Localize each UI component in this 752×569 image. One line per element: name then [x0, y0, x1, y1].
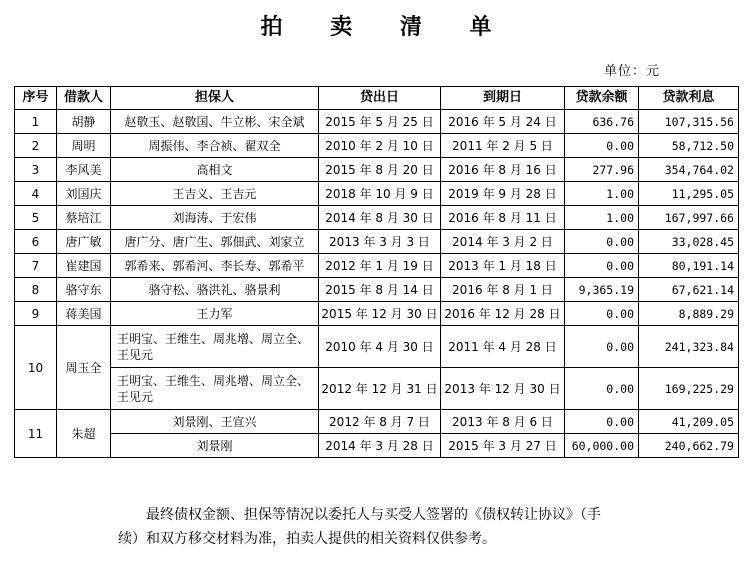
cell-borrower: 蒋美国 — [57, 302, 111, 326]
table-row — [15, 368, 739, 410]
footnote-line-1: 最终债权金额、担保等情况以委托人与买受人签署的《债权转让协议》（手 — [146, 507, 601, 523]
footnote-line-2: 续）和双方移交材料为准，拍卖人提供的相关资料仅供参考。 — [118, 531, 496, 547]
cell-end-date: 2013 年 12 月 30 日 — [441, 368, 565, 410]
cell-end-date: 2016 年 5 月 24 日 — [441, 110, 565, 134]
cell-end-date: 2016 年 8 月 11 日 — [441, 206, 565, 230]
cell-start-date: 2015 年 8 月 20 日 — [319, 158, 441, 182]
cell-borrower: 唐广敏 — [57, 230, 111, 254]
cell-guarantor: 骆守松、骆洪礼、骆景利 — [111, 278, 319, 302]
cell-start-date: 2012 年 8 月 7 日 — [319, 410, 441, 434]
cell-guarantor: 王吉义、王吉元 — [111, 182, 319, 206]
cell-guarantor: 刘海涛、于宏伟 — [111, 206, 319, 230]
cell-balance: 0.00 — [565, 302, 639, 326]
cell-start-date: 2012 年 1 月 19 日 — [319, 254, 441, 278]
header-start-date: 贷出日 — [319, 87, 441, 110]
cell-guarantor: 高相文 — [111, 158, 319, 182]
cell-guarantor: 唐广分、唐广生、郭佃武、刘家立 — [111, 230, 319, 254]
table-row — [15, 410, 739, 434]
cell-guarantor: 赵敬玉、赵敬国、牛立彬、宋全斌 — [111, 110, 319, 134]
table-row — [15, 206, 739, 230]
cell-interest: 33,028.45 — [639, 230, 739, 254]
cell-start-date: 2010 年 4 月 30 日 — [319, 326, 441, 368]
cell-no: 2 — [15, 134, 57, 158]
cell-balance: 9,365.19 — [565, 278, 639, 302]
cell-end-date: 2014 年 3 月 2 日 — [441, 230, 565, 254]
cell-start-date: 2015 年 5 月 25 日 — [319, 110, 441, 134]
cell-borrower: 崔建国 — [57, 254, 111, 278]
cell-end-date: 2013 年 1 月 18 日 — [441, 254, 565, 278]
cell-balance: 0.00 — [565, 368, 639, 410]
cell-balance: 277.96 — [565, 158, 639, 182]
table-row — [15, 302, 739, 326]
cell-guarantor: 刘景刚、王宣兴 — [111, 410, 319, 434]
cell-interest: 240,662.79 — [639, 434, 739, 458]
cell-no: 3 — [15, 158, 57, 182]
header-interest: 贷款利息 — [639, 87, 739, 110]
table-row — [15, 182, 739, 206]
cell-interest: 67,621.14 — [639, 278, 739, 302]
cell-balance: 0.00 — [565, 134, 639, 158]
unit-label: 单位：元 — [603, 64, 660, 79]
auction-table — [14, 86, 739, 458]
cell-guarantor: 周振伟、李合祯、翟双全 — [111, 134, 319, 158]
cell-guarantor: 郭希来、郭希河、李长寿、郭希平 — [111, 254, 319, 278]
cell-no: 5 — [15, 206, 57, 230]
header-guarantor: 担保人 — [111, 87, 319, 110]
cell-end-date: 2015 年 3 月 27 日 — [441, 434, 565, 458]
cell-balance: 1.00 — [565, 206, 639, 230]
table-row — [15, 278, 739, 302]
cell-balance: 0.00 — [565, 410, 639, 434]
cell-start-date: 2014 年 8 月 30 日 — [319, 206, 441, 230]
cell-start-date: 2015 年 12 月 30 日 — [319, 302, 441, 326]
cell-no: 9 — [15, 302, 57, 326]
cell-guarantor: 王力军 — [111, 302, 319, 326]
cell-balance: 0.00 — [565, 326, 639, 368]
table-row — [15, 134, 739, 158]
table-row — [15, 158, 739, 182]
cell-end-date: 2016 年 8 月 1 日 — [441, 278, 565, 302]
cell-interest: 167,997.66 — [639, 206, 739, 230]
cell-no: 8 — [15, 278, 57, 302]
cell-end-date: 2016 年 12 月 28 日 — [441, 302, 565, 326]
cell-guarantor: 刘景刚 — [111, 434, 319, 458]
header-balance: 贷款余额 — [565, 87, 639, 110]
cell-start-date: 2018 年 10 月 9 日 — [319, 182, 441, 206]
cell-no: 1 — [15, 110, 57, 134]
cell-start-date: 2013 年 3 月 3 日 — [319, 230, 441, 254]
table-header-row — [15, 87, 739, 110]
cell-start-date: 2010 年 2 月 10 日 — [319, 134, 441, 158]
cell-interest: 107,315.56 — [639, 110, 739, 134]
cell-no: 4 — [15, 182, 57, 206]
table-row — [15, 230, 739, 254]
cell-interest: 354,764.02 — [639, 158, 739, 182]
cell-end-date: 2019 年 9 月 28 日 — [441, 182, 565, 206]
cell-start-date: 2012 年 12 月 31 日 — [319, 368, 441, 410]
cell-interest: 169,225.29 — [639, 368, 739, 410]
table-row — [15, 326, 739, 368]
cell-end-date: 2013 年 8 月 6 日 — [441, 410, 565, 434]
cell-borrower: 蔡培江 — [57, 206, 111, 230]
cell-balance: 60,000.00 — [565, 434, 639, 458]
cell-start-date: 2015 年 8 月 14 日 — [319, 278, 441, 302]
cell-no: 6 — [15, 230, 57, 254]
cell-balance: 636.76 — [565, 110, 639, 134]
cell-interest: 11,295.05 — [639, 182, 739, 206]
cell-end-date: 2011 年 2 月 5 日 — [441, 134, 565, 158]
cell-borrower: 周明 — [57, 134, 111, 158]
cell-borrower: 刘国庆 — [57, 182, 111, 206]
cell-interest: 8,889.29 — [639, 302, 739, 326]
cell-borrower: 朱超 — [57, 410, 111, 458]
cell-interest: 241,323.84 — [639, 326, 739, 368]
table-row — [15, 110, 739, 134]
cell-guarantor: 王明宝、王维生、周兆增、周立全、王见元 — [111, 368, 319, 410]
header-no: 序号 — [15, 87, 57, 110]
cell-borrower: 骆守东 — [57, 278, 111, 302]
cell-interest: 80,191.14 — [639, 254, 739, 278]
cell-guarantor: 王明宝、王维生、周兆增、周立全、王见元 — [111, 326, 319, 368]
header-end-date: 到期日 — [441, 87, 565, 110]
cell-borrower: 周玉全 — [57, 326, 111, 410]
page-title: 拍 卖 清 单 — [260, 14, 512, 40]
table-row — [15, 254, 739, 278]
cell-no: 10 — [15, 326, 57, 410]
cell-no: 11 — [15, 410, 57, 458]
cell-balance: 0.00 — [565, 230, 639, 254]
cell-end-date: 2011 年 4 月 28 日 — [441, 326, 565, 368]
cell-interest: 58,712.50 — [639, 134, 739, 158]
table-row — [15, 434, 739, 458]
cell-balance: 0.00 — [565, 254, 639, 278]
cell-borrower: 李风美 — [57, 158, 111, 182]
cell-interest: 41,209.05 — [639, 410, 739, 434]
header-borrower: 借款人 — [57, 87, 111, 110]
cell-borrower: 胡静 — [57, 110, 111, 134]
cell-balance: 1.00 — [565, 182, 639, 206]
cell-end-date: 2016 年 8 月 16 日 — [441, 158, 565, 182]
cell-start-date: 2014 年 3 月 28 日 — [319, 434, 441, 458]
cell-no: 7 — [15, 254, 57, 278]
